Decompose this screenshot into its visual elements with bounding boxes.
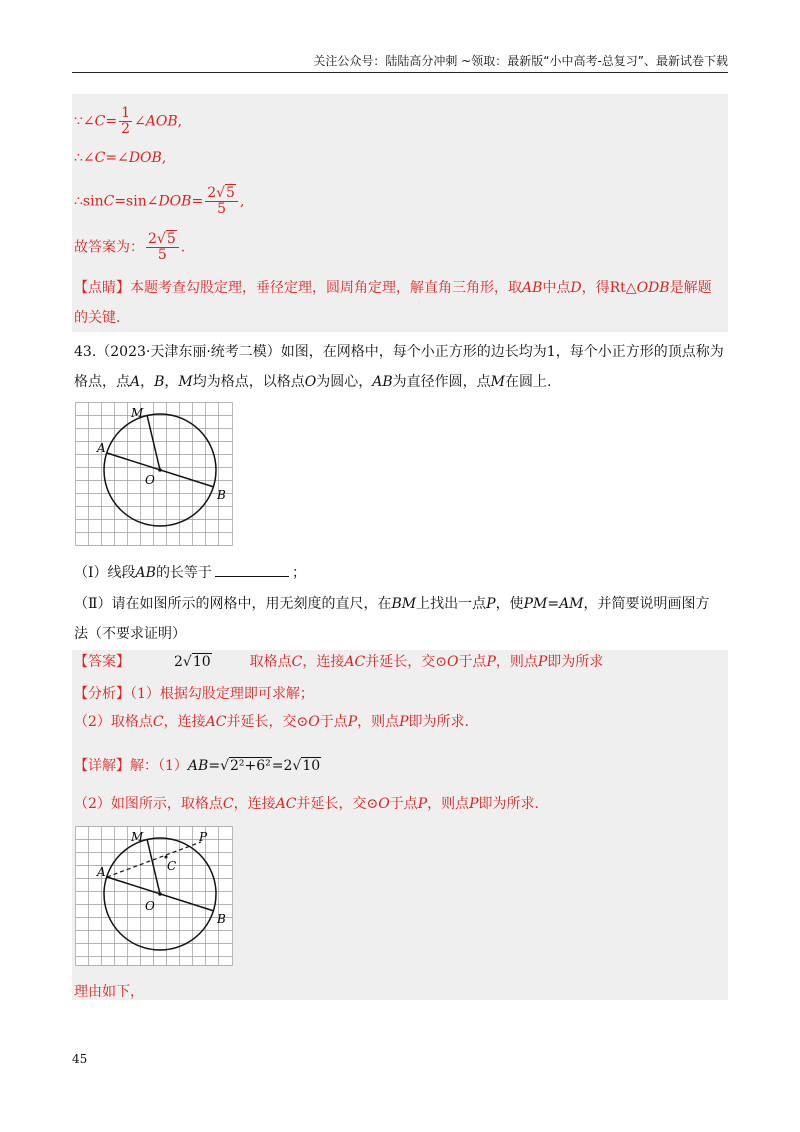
label-b: B	[217, 912, 226, 926]
point-o	[158, 468, 162, 472]
fraction-answer: $\frac{2√5}{5}$	[146, 232, 179, 263]
label-p: P	[199, 830, 208, 844]
part-2-line-1: （Ⅱ）请在如图所示的网格中，用无刻度的直尺，在BM上找出一点P，使PM=AM，并简要说明画图方	[74, 596, 710, 612]
detail-line-1: 【详解】解：（1）AB=√2²+6²=2√10	[74, 758, 321, 774]
answer-line: 故答案为： $\frac{2√5}{5}$ .	[74, 231, 186, 263]
point-o	[158, 892, 162, 896]
page-number: 45	[72, 1052, 88, 1066]
label-b: B	[217, 488, 226, 502]
part-1-line: （Ⅰ）线段AB的长等于 ；	[74, 562, 306, 583]
part-2-line-2: 法（不要求证明）	[74, 626, 186, 642]
page-header	[72, 52, 728, 73]
solution-line-3: ∴sinC=sin∠DOB= $\frac{2√5}{5}$ ,	[74, 185, 245, 217]
problem-line-1: 43.（2023·天津东丽·统考二模）如图，在网格中，每个小正方形的边长均为1，每个小正方形的顶点称为	[74, 344, 724, 360]
comment-line-1: 【点睛】本题考查勾股定理，垂径定理，圆周角定理，解直角三角形，取AB中点D，得Rt△ODB是解题	[74, 280, 712, 296]
label-a: A	[97, 865, 106, 879]
grid-figure-1	[75, 402, 235, 550]
label-m: M	[131, 830, 144, 844]
detail-line-2: （2）如图所示，取格点C，连接AC并延长，交⊙O于点P，则点P即为所求.	[74, 796, 539, 812]
fraction-half: $\frac{1}{2}$	[121, 105, 131, 137]
answer-summary-line: 【答案】 2√10 取格点C，连接AC并延长，交⊙O于点P，则点P即为所求	[74, 654, 604, 670]
label-c: C	[167, 859, 177, 873]
label-m: M	[131, 406, 144, 420]
reason-line: 理由如下，	[74, 984, 144, 1000]
problem-line-2: 格点，点A，B，M均为格点，以格点O为圆心，AB为直径作圆，点M在圆上.	[74, 374, 552, 390]
analysis-line-1: 【分析】（1）根据勾股定理即可求解；	[74, 686, 314, 702]
answer-blank[interactable]	[215, 562, 289, 577]
label-o: O	[145, 899, 155, 913]
solution-line-2: ∴∠C=∠DOB,	[74, 150, 167, 166]
figure-2-background	[75, 826, 233, 966]
label-a: A	[97, 441, 106, 455]
fraction-2root5-over-5: $\frac{2√5}{5}$	[205, 186, 238, 217]
header-text: 关注公众号：陆陆高分冲刺 ~领取：最新版“小中高考-总复习”、最新试卷下载	[313, 54, 728, 68]
solution-line-1: ∵∠C= $\frac{1}{2}$ ∠AOB,	[74, 105, 183, 137]
analysis-line-2: （2）取格点C，连接AC并延长，交⊙O于点P，则点P即为所求.	[74, 714, 469, 730]
label-o: O	[145, 473, 155, 487]
grid-figure-2	[75, 826, 235, 970]
comment-line-2: 的关键.	[74, 310, 121, 326]
